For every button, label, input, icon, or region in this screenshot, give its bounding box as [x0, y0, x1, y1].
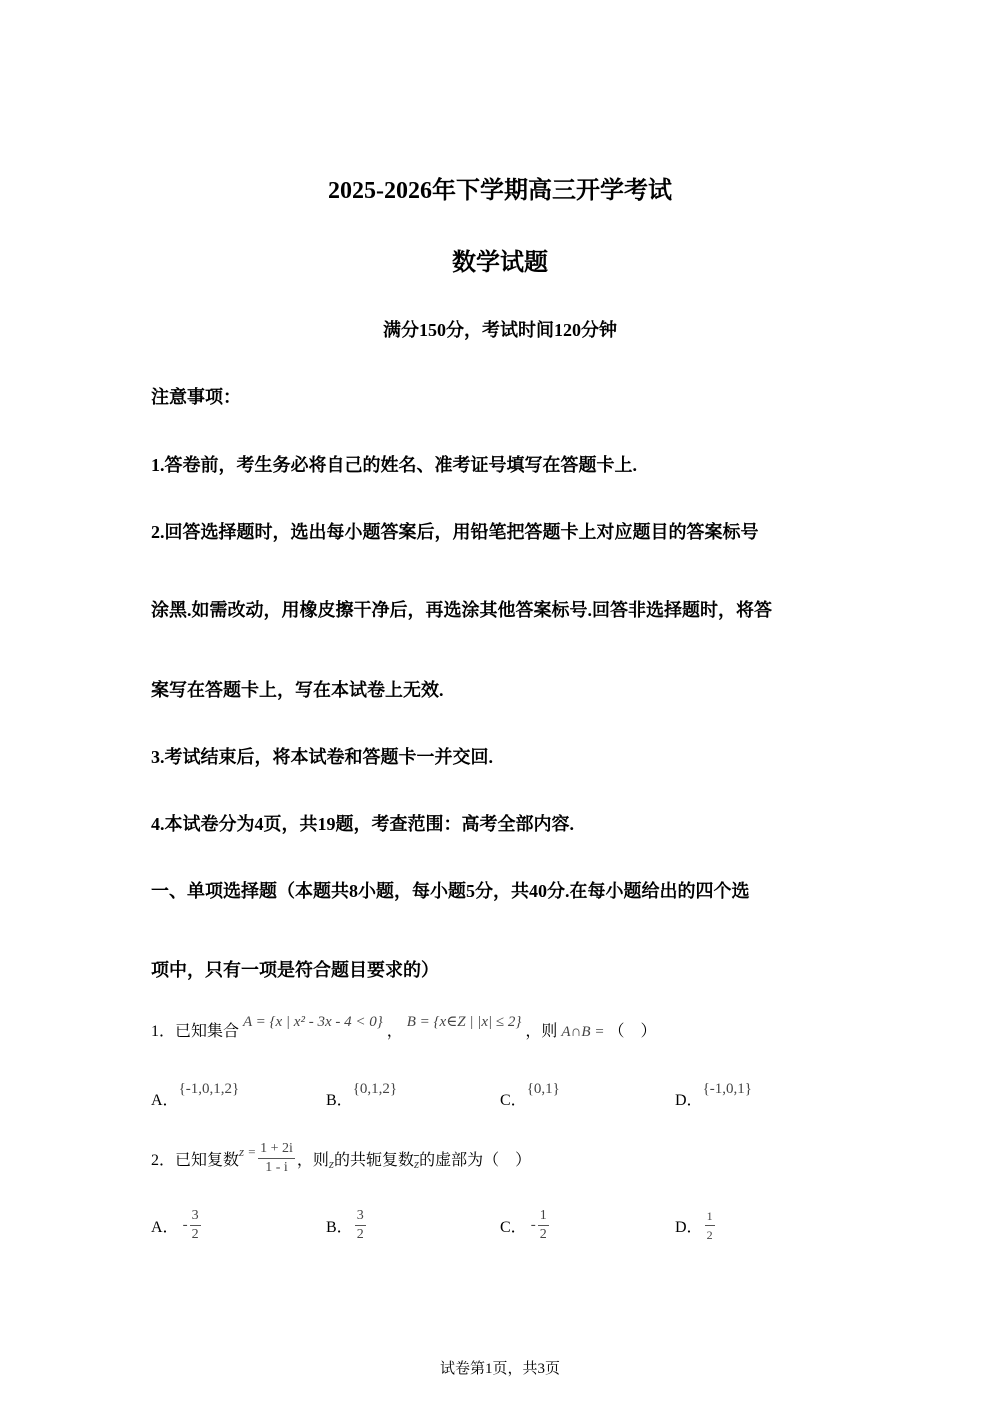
q2-mid1: ，则 — [296, 1151, 329, 1169]
exam-info: 满分150分，考试时间120分钟 — [383, 320, 617, 340]
q2-option-a[interactable]: A． - $\frac{3}{2}$ — [151, 1207, 199, 1242]
section-heading-cont: 项中，只有一项是符合题目要求的） — [151, 960, 439, 980]
q2-option-d[interactable]: D． $\frac{1}{2}$ — [675, 1208, 713, 1242]
note-2-end: 案写在答题卡上，写在本试卷上无效. — [151, 680, 444, 700]
q1-set-b: B = {x∈Z | |x| ≤ 2} — [406, 1014, 522, 1030]
note-4: 4.本试卷分为4页，共19题，考查范围：高考全部内容. — [151, 814, 574, 834]
q1-set-a: A = {x | x² - 3x - 4 < 0} — [243, 1014, 383, 1030]
section-heading: 一、单项选择题（本题共8小题，每小题5分，共40分.在每小题给出的四个选 — [151, 881, 750, 901]
q2-option-b[interactable]: B． $\frac{3}{2}$ — [326, 1207, 364, 1242]
q1-prefix: 1．已知集合 — [151, 1023, 240, 1040]
q2-z-eq: z = — [239, 1144, 257, 1159]
q2-z-conj: $\overline{z}$ — [414, 1156, 420, 1171]
note-3: 3.考试结束后，将本试卷和答题卡一并交回. — [151, 747, 493, 767]
question-2 — [151, 1136, 531, 1180]
q2-prefix: 2．已知复数 — [151, 1151, 240, 1169]
exam-title: 2025-2026年下学期高三开学考试 — [328, 178, 672, 204]
q1-ask: A∩B = — [561, 1024, 605, 1040]
exam-subject: 数学试题 — [452, 250, 548, 276]
q2-z: z — [328, 1156, 334, 1171]
q1-option-c[interactable]: C．{0,1} — [500, 1081, 560, 1109]
note-2-cont: 涂黑.如需改动，用橡皮擦干净后，再选涂其他答案标号.回答非选择题时，将答 — [151, 600, 772, 620]
note-2: 2.回答选择题时，选出每小题答案后，用铅笔把答题卡上对应题目的答案标号 — [151, 522, 759, 542]
q1-paren: （ ） — [608, 1023, 657, 1040]
q2-suffix: 的虚部为（ ） — [419, 1151, 532, 1169]
q1-option-d[interactable]: D．{-1,0,1} — [675, 1081, 752, 1109]
notes-heading: 注意事项： — [151, 387, 241, 407]
page-footer: 试卷第1页，共3页 — [439, 1361, 560, 1377]
q1-suffix: ，则 — [525, 1023, 558, 1040]
q2-mid2: 的共轭复数 — [333, 1151, 414, 1169]
q1-sep: ， — [386, 1023, 403, 1040]
q2-option-c[interactable]: C． - $\frac{1}{2}$ — [500, 1207, 547, 1242]
q1-option-b[interactable]: B．{0,1,2} — [326, 1081, 398, 1109]
q2-fraction: $\frac{1 + 2i}{1 - i}$ — [260, 1140, 293, 1175]
question-1 — [151, 1014, 657, 1041]
note-1: 1.答卷前，考生务必将自己的姓名、准考证号填写在答题卡上. — [151, 455, 637, 475]
q1-option-a[interactable]: A．{-1,0,1,2} — [151, 1081, 240, 1109]
